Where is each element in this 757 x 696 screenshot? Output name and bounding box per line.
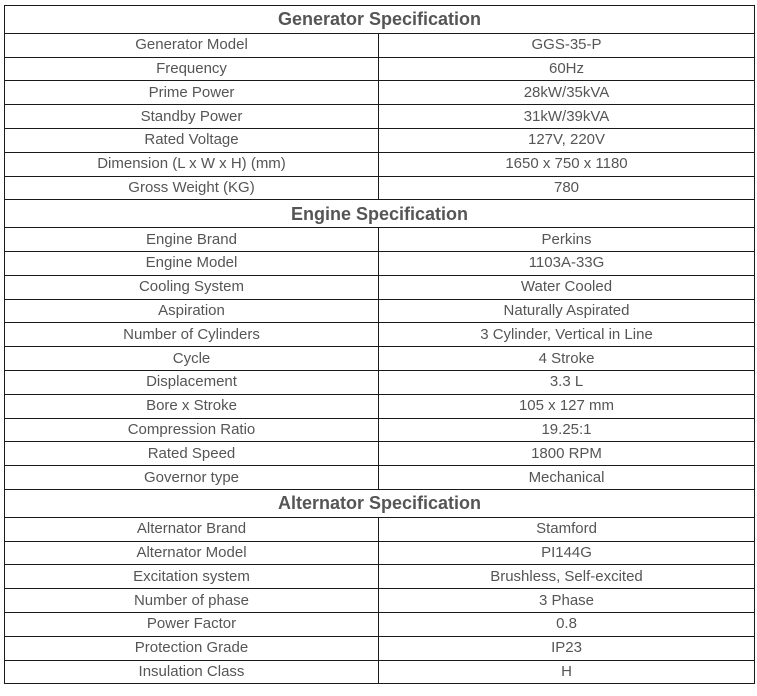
- spec-value: 4 Stroke: [379, 347, 755, 371]
- generator-specification-header-row: [5, 6, 755, 34]
- spec-value: 1800 RPM: [379, 442, 755, 466]
- spec-label: Prime Power: [5, 81, 379, 105]
- table-row: [5, 565, 755, 589]
- spec-value: IP23: [379, 636, 755, 660]
- spec-label: Engine Brand: [5, 228, 379, 252]
- spec-label: Engine Model: [5, 251, 379, 275]
- spec-value: 3 Cylinder, Vertical in Line: [379, 323, 755, 347]
- spec-label: Rated Speed: [5, 442, 379, 466]
- alternator-specification-header-row: [5, 489, 755, 517]
- section-title: Alternator Specification: [5, 489, 755, 517]
- spec-value: 28kW/35kVA: [379, 81, 755, 105]
- table-row: [5, 347, 755, 371]
- spec-value: 127V, 220V: [379, 128, 755, 152]
- table-row: [5, 228, 755, 252]
- spec-value: H: [379, 660, 755, 684]
- table-row: [5, 81, 755, 105]
- spec-label: Cooling System: [5, 275, 379, 299]
- spec-label: Dimension (L x W x H) (mm): [5, 152, 379, 176]
- table-row: [5, 105, 755, 129]
- table-row: [5, 660, 755, 684]
- specification-table-body: [5, 6, 755, 684]
- spec-value: Perkins: [379, 228, 755, 252]
- table-row: [5, 299, 755, 323]
- spec-label: Excitation system: [5, 565, 379, 589]
- table-row: [5, 128, 755, 152]
- table-row: [5, 57, 755, 81]
- spec-label: Cycle: [5, 347, 379, 371]
- table-row: [5, 589, 755, 613]
- spec-label: Bore x Stroke: [5, 394, 379, 418]
- spec-value: Water Cooled: [379, 275, 755, 299]
- table-row: [5, 176, 755, 200]
- spec-value: 780: [379, 176, 755, 200]
- section-title: Engine Specification: [5, 200, 755, 228]
- table-row: [5, 394, 755, 418]
- spec-value: Brushless, Self-excited: [379, 565, 755, 589]
- spec-value: 31kW/39kVA: [379, 105, 755, 129]
- table-row: [5, 636, 755, 660]
- spec-value: 3.3 L: [379, 370, 755, 394]
- spec-value: 105 x 127 mm: [379, 394, 755, 418]
- spec-label: Standby Power: [5, 105, 379, 129]
- specification-table: [4, 5, 755, 684]
- table-row: [5, 442, 755, 466]
- spec-value: PI144G: [379, 541, 755, 565]
- table-row: [5, 541, 755, 565]
- spec-value: Stamford: [379, 517, 755, 541]
- spec-label: Rated Voltage: [5, 128, 379, 152]
- spec-label: Generator Model: [5, 33, 379, 57]
- spec-label: Number of Cylinders: [5, 323, 379, 347]
- spec-value: GGS-35-P: [379, 33, 755, 57]
- table-row: [5, 251, 755, 275]
- table-row: [5, 466, 755, 490]
- spec-label: Aspiration: [5, 299, 379, 323]
- spec-label: Frequency: [5, 57, 379, 81]
- spec-value: 1650 x 750 x 1180: [379, 152, 755, 176]
- spec-value: 0.8: [379, 612, 755, 636]
- spec-label: Insulation Class: [5, 660, 379, 684]
- spec-value: 1103A-33G: [379, 251, 755, 275]
- table-row: [5, 612, 755, 636]
- spec-label: Compression Ratio: [5, 418, 379, 442]
- spec-label: Protection Grade: [5, 636, 379, 660]
- table-row: [5, 152, 755, 176]
- spec-value: Naturally Aspirated: [379, 299, 755, 323]
- engine-specification-header-row: [5, 200, 755, 228]
- spec-label: Displacement: [5, 370, 379, 394]
- table-row: [5, 517, 755, 541]
- table-row: [5, 323, 755, 347]
- spec-label: Power Factor: [5, 612, 379, 636]
- spec-value: 3 Phase: [379, 589, 755, 613]
- table-row: [5, 418, 755, 442]
- table-row: [5, 275, 755, 299]
- spec-label: Governor type: [5, 466, 379, 490]
- table-row: [5, 33, 755, 57]
- spec-value: Mechanical: [379, 466, 755, 490]
- table-row: [5, 370, 755, 394]
- spec-label: Number of phase: [5, 589, 379, 613]
- spec-label: Gross Weight (KG): [5, 176, 379, 200]
- section-title: Generator Specification: [5, 6, 755, 34]
- spec-label: Alternator Brand: [5, 517, 379, 541]
- spec-label: Alternator Model: [5, 541, 379, 565]
- spec-value: 19.25:1: [379, 418, 755, 442]
- spec-value: 60Hz: [379, 57, 755, 81]
